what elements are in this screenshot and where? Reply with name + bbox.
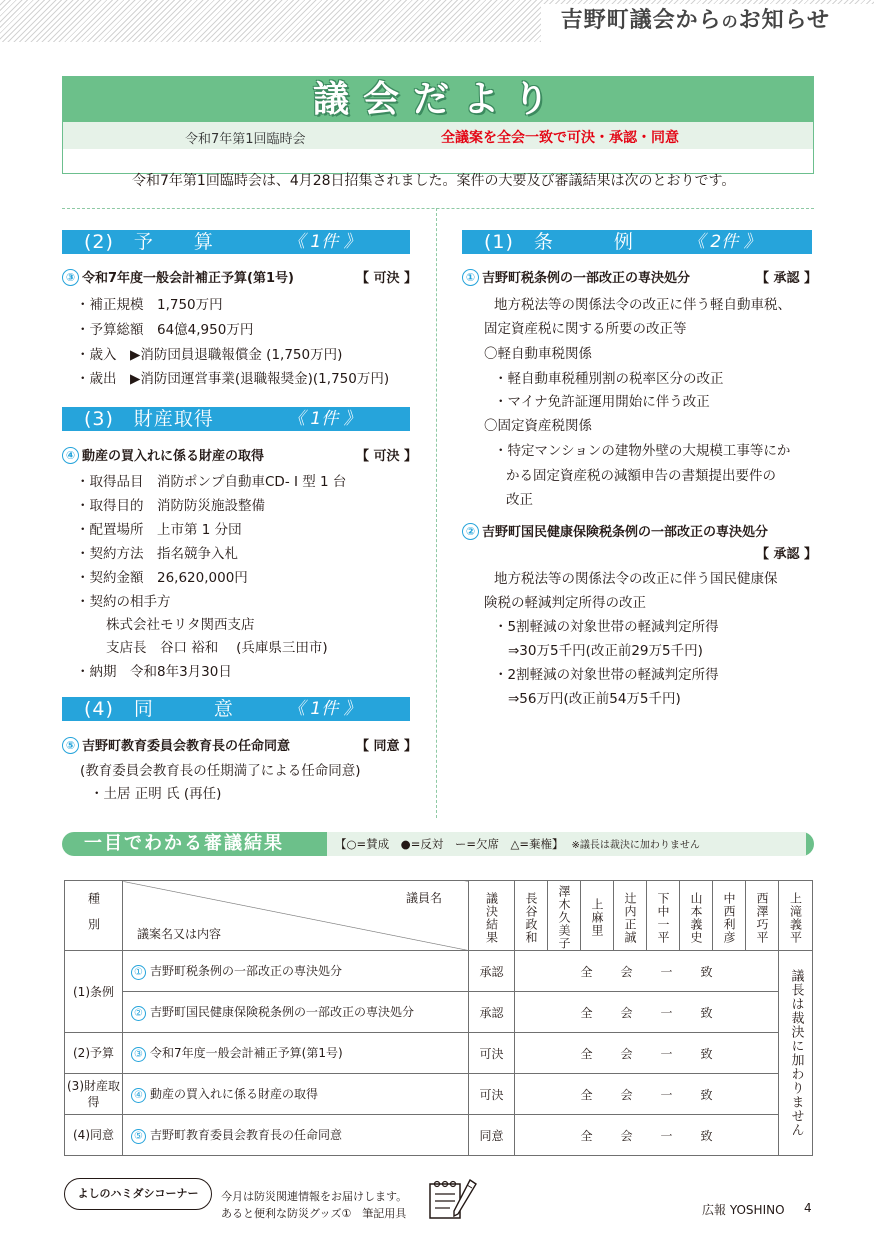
ordinance-line: ・マイナ免許証運用開始に伴う改正 [494, 394, 710, 410]
table-row [65, 1033, 813, 1074]
header-member: 山本義史 [680, 881, 713, 951]
header-member: 中西利彦 [713, 881, 746, 951]
row-bill-name: ② 吉野町国民健康保険税条例の一部改正の専決処分 [123, 992, 469, 1033]
row-vote-result: 全会一致 [515, 992, 779, 1033]
ordinance-line: かる固定資産税の減額申告の書類提出要件の [506, 468, 776, 484]
header-members-label: 議員名 [405, 891, 442, 905]
row-category: (3)財産取得 [65, 1074, 123, 1115]
ordinance-line: ・5割軽減の対象世帯の軽減判定所得 [494, 619, 719, 635]
budget-line: ・歳入 ▶消防団員退職報償金 (1,750万円) [76, 347, 343, 363]
row-bill-name: ⑤ 吉野町教育委員会教育長の任命同意 [123, 1115, 469, 1156]
row-category: (1)条例 [65, 951, 123, 1033]
header-member: 長谷政和 [515, 881, 548, 951]
table-row [65, 1074, 813, 1115]
ordinance-line: 地方税法等の関係法令の改正に伴う軽自動車税、 [494, 297, 791, 313]
property-line: 支店長 谷口 裕和 (兵庫県三田市) [106, 640, 328, 656]
results-table [64, 880, 813, 1156]
item-3-title: ③ 令和7年度一般会計補正予算(第1号) [62, 267, 294, 286]
table-row [65, 992, 813, 1033]
ordinance-line: ⇒56万円(改正前54万5千円) [508, 691, 681, 707]
notepad-pencil-icon [426, 1176, 478, 1220]
ordinance-line: 地方税法等の関係法令の改正に伴う国民健康保 [494, 571, 778, 587]
row-decision: 同意 [469, 1115, 515, 1156]
property-line: ・取得目的 消防防災施設整備 [76, 498, 265, 514]
corner-line: あると便利な防災グッズ① 筆記用具 [221, 1207, 407, 1220]
ordinance-line: 固定資産税に関する所要の改正等 [484, 321, 687, 337]
session-label: 令和7年第1回臨時会 [185, 132, 306, 147]
row-decision: 承認 [469, 951, 515, 992]
row-vote-result: 全会一致 [515, 951, 779, 992]
header-diagonal [123, 881, 469, 951]
header-member: 西澤巧平 [746, 881, 779, 951]
header-member: 上麻里 [581, 881, 614, 951]
item-2-title: ② 吉野町国民健康保険税条例の一部改正の専決処分 [462, 521, 768, 540]
ordinance-line: ・特定マンションの建物外壁の大規模工事等にか [494, 443, 791, 459]
divider-vertical [436, 208, 437, 818]
budget-line: ・予算総額 64億4,950万円 [76, 322, 254, 338]
row-bill-name: ③ 令和7年度一般会計補正予算(第1号) [123, 1033, 469, 1074]
section-budget-header: (2) 予 算 《 1件 》 [62, 230, 410, 254]
ordinance-line: ・軽自動車税種別割の税率区分の改正 [494, 371, 724, 387]
header-category: 種別 [65, 881, 123, 951]
row-vote-result: 全会一致 [515, 1033, 779, 1074]
item-5-tag: 【 同意 】 [356, 739, 418, 754]
masthead-title: 議会だより [312, 79, 563, 120]
row-vote-result: 全会一致 [515, 1115, 779, 1156]
item-5-title: ⑤ 吉野町教育委員会教育長の任命同意 [62, 735, 290, 754]
table-header-row [65, 881, 813, 951]
section-ordinance-header: (1) 条 例 《 2件 》 [462, 230, 812, 254]
row-bill-name: ① 吉野町税条例の一部改正の専決処分 [123, 951, 469, 992]
section-consent-header: (4) 同 意 《 1件 》 [62, 697, 410, 721]
item-4-tag: 【 可決 】 [356, 449, 418, 464]
summary-bar [62, 832, 814, 856]
ordinance-line: 改正 [506, 492, 533, 508]
item-2-tag: 【 承認 】 [756, 547, 818, 562]
header-member: 辻内正誠 [614, 881, 647, 951]
consent-line: (教育委員会教育長の任期満了による任命同意) [80, 763, 361, 779]
corner-bubble: よしのハミダシコーナー [64, 1178, 212, 1210]
ordinance-line: 〇固定資産税関係 [484, 418, 592, 434]
divider-horizontal [62, 208, 814, 209]
table-row [65, 1115, 813, 1156]
property-line: 株式会社モリタ関西支店 [106, 617, 255, 633]
publication-name: 広報 YOSHINO [702, 1203, 785, 1217]
property-line: ・契約の相手方 [76, 594, 171, 610]
property-line: ・契約方法 指名競争入札 [76, 546, 238, 562]
row-decision: 可決 [469, 1033, 515, 1074]
intro-text: 令和7年第1回臨時会は、4月28日招集されました。案件の大要及び審議結果は次のとおりです。 [132, 173, 736, 189]
item-1-tag: 【 承認 】 [756, 271, 818, 286]
header-member-chair: 上滝義平 [779, 881, 813, 951]
item-1-title: ① 吉野町税条例の一部改正の専決処分 [462, 267, 690, 286]
corner-line: 今月は防災関連情報をお届けします。 [221, 1190, 408, 1203]
summary-title: 一目でわかる審議結果 [84, 833, 284, 854]
row-bill-name: ④ 動産の買入れに係る財産の取得 [123, 1074, 469, 1115]
masthead [62, 76, 814, 174]
property-line: ・納期 令和8年3月30日 [76, 664, 232, 680]
page-number: 4 [804, 1201, 812, 1215]
consent-line: ・土居 正明 氏 (再任) [90, 786, 222, 802]
ordinance-line: 険税の軽減判定所得の改正 [484, 595, 646, 611]
section-property-header: (3) 財産取得 《 1件 》 [62, 407, 410, 431]
header-member: 下中一平 [647, 881, 680, 951]
budget-line: ・補正規模 1,750万円 [76, 297, 223, 313]
header-member: 澤木久美子 [548, 881, 581, 951]
ordinance-line: 〇軽自動車税関係 [484, 346, 592, 362]
row-vote-result: 全会一致 [515, 1074, 779, 1115]
ordinance-line: ⇒30万5千円(改正前29万5千円) [508, 643, 703, 659]
header-decision: 議決結果 [469, 881, 515, 951]
header-bill-label: 議案名又は内容 [137, 927, 222, 941]
summary-legend: 【○=賛成 ●=反対 ー=欠席 △=棄権】 ※議長は裁決に加わりません [327, 832, 806, 856]
result-headline: 全議案を全会一致で可決・承認・同意 [441, 130, 679, 146]
item-3-tag: 【 可決 】 [356, 271, 418, 286]
row-category: (2)予算 [65, 1033, 123, 1074]
property-line: ・契約金額 26,620,000円 [76, 570, 248, 586]
budget-line: ・歳出 ▶消防団運営事業(退職報奨金)(1,750万円) [76, 371, 390, 387]
row-category: (4)同意 [65, 1115, 123, 1156]
property-line: ・配置場所 上市第 1 分団 [76, 522, 242, 538]
row-decision: 承認 [469, 992, 515, 1033]
property-line: ・取得品目 消防ポンプ自動車CD- I 型 1 台 [76, 474, 347, 490]
row-decision: 可決 [469, 1074, 515, 1115]
table-row [65, 951, 813, 992]
page-header-title: 吉野町議会からのお知らせ [541, 4, 874, 42]
ordinance-line: ・2割軽減の対象世帯の軽減判定所得 [494, 667, 719, 683]
item-4-title: ④ 動産の買入れに係る財産の取得 [62, 445, 264, 464]
chair-note-cell: 議長は裁決に加わりません [779, 951, 813, 1156]
